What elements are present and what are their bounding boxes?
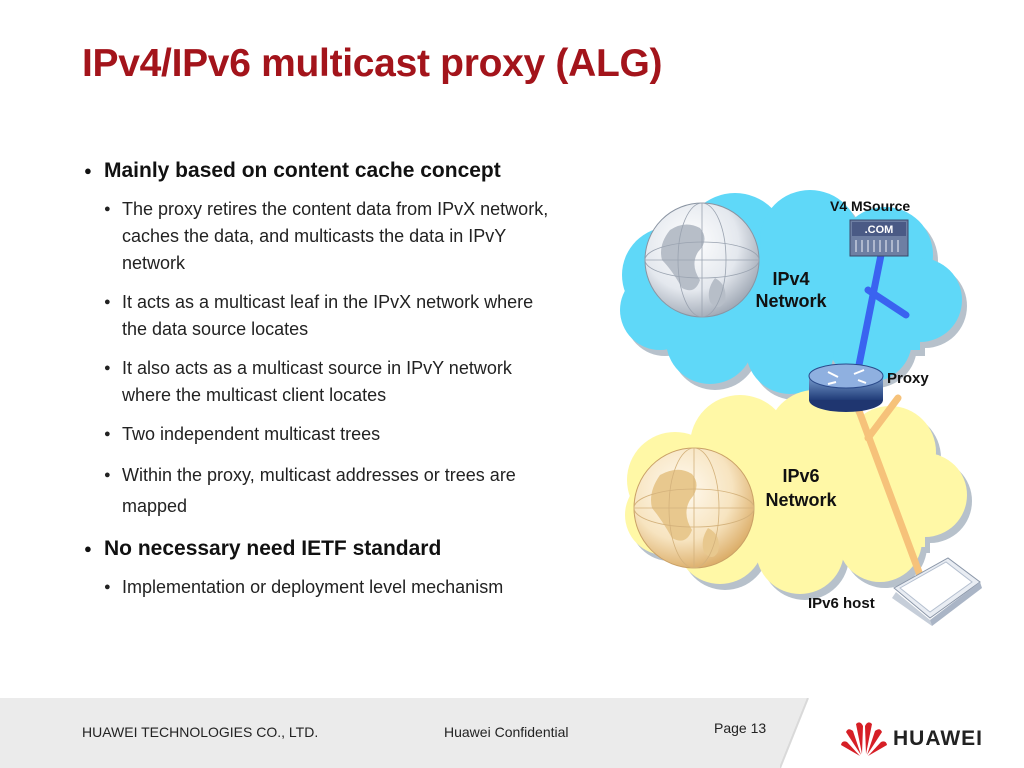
globe-icon — [634, 448, 754, 568]
bullet-sub — [104, 574, 552, 601]
bullet-main — [80, 156, 560, 186]
network-diagram-graphic — [600, 190, 1024, 630]
bullet-dot-icon: ● — [84, 163, 92, 178]
slide-footer — [0, 698, 1024, 768]
company-name: HUAWEI TECHNOLOGIES CO., LTD. — [82, 724, 319, 740]
huawei-logo-icon — [840, 718, 888, 758]
bullet-sub — [104, 196, 552, 277]
server-badge: .COM — [864, 224, 894, 236]
bullet-sub — [104, 355, 552, 409]
bullet-text: It also acts as a multicast source in IPvY network where the multicast client locates — [122, 358, 512, 405]
bullet-sub — [104, 289, 552, 343]
bullet-dot-icon: ● — [84, 541, 92, 556]
bullet-sub — [104, 460, 552, 522]
confidentiality-label: Huawei Confidential — [444, 724, 569, 740]
network-diagram — [600, 190, 1024, 630]
slide-title: IPv4/IPv6 multicast proxy (ALG) — [82, 42, 663, 85]
brand-wordmark: HUAWEI — [893, 727, 983, 750]
bullet-text: Implementation or deployment level mechanism — [122, 577, 504, 597]
bullet-dot-icon: ● — [104, 296, 111, 308]
ipv4-label-line: IPv4 — [772, 269, 810, 289]
bullet-text: Within the proxy, multicast addresses or trees are mapped — [122, 465, 516, 516]
bullet-list — [80, 156, 560, 613]
ipv6-label-line: IPv6 — [782, 466, 820, 486]
router-icon — [809, 364, 883, 412]
v4-source-label: V4 MSource — [830, 198, 911, 214]
bullet-text: Mainly based on content cache concept — [104, 159, 501, 182]
bullet-dot-icon: ● — [104, 203, 111, 215]
bullet-dot-icon: ● — [104, 428, 111, 440]
bullet-dot-icon: ● — [104, 469, 111, 481]
bullet-dot-icon: ● — [104, 581, 111, 593]
bullet-sub — [104, 421, 552, 448]
server-icon — [850, 220, 908, 256]
ipv6-host-label: IPv6 host — [808, 595, 875, 612]
network-label-line: Network — [755, 291, 827, 311]
ipv6-network-label — [756, 464, 846, 512]
globe-icon — [645, 203, 759, 317]
ipv4-network-label — [746, 268, 836, 312]
proxy-label: Proxy — [887, 370, 929, 387]
bullet-main — [80, 534, 560, 564]
bullet-text: It acts as a multicast leaf in the IPvX network where the data source locates — [122, 292, 534, 339]
page-number: Page 13 — [714, 720, 767, 736]
bullet-dot-icon: ● — [104, 362, 111, 374]
bullet-text: No necessary need IETF standard — [104, 537, 442, 560]
network-label-line: Network — [765, 490, 837, 510]
bullet-text: The proxy retires the content data from IPvX network, caches the data, and multicasts the data in IPvY network — [122, 199, 549, 273]
bullet-text: Two independent multicast trees — [122, 424, 381, 444]
